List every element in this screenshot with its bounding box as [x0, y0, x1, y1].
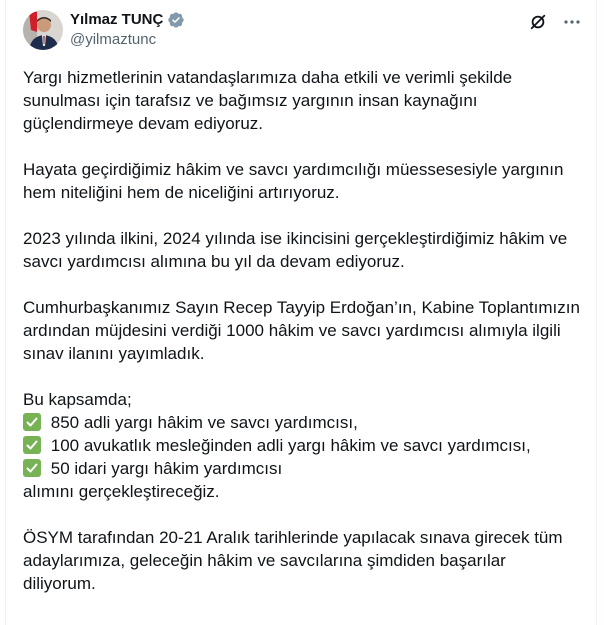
text-line: hem niteliğini hem de niceliğini artırıyoruz.	[23, 183, 340, 202]
text-line: diliyorum.	[23, 574, 96, 593]
tweet-paragraph	[23, 66, 589, 135]
author-info	[70, 11, 185, 50]
text-line: 2023 yılında ilkini, 2024 yılında ise ikincisini gerçekleştirdiğimiz hâkim ve	[23, 229, 568, 248]
checklist-item	[23, 457, 589, 480]
checklist-outro: alımını gerçekleştireceğiz.	[23, 482, 220, 501]
grok-icon[interactable]	[528, 12, 548, 32]
tweet-paragraph	[23, 526, 589, 595]
text-line: Hayata geçirdiğimiz hâkim ve savcı yardımcılığı müessesesiyle yargının	[23, 160, 564, 179]
checklist-item-text: 100 avukatlık mesleğinden adli yargı hâkim ve savcı yardımcısı,	[50, 436, 531, 455]
check-mark-icon	[23, 413, 41, 431]
check-mark-icon	[23, 436, 41, 454]
tweet-paragraph	[23, 227, 589, 273]
text-line: Cumhurbaşkanımız Sayın Recep Tayyip Erdoğan’ın, Kabine Toplantımızın	[23, 298, 580, 317]
checklist-item-text: 850 adli yargı hâkim ve savcı yardımcısı,	[50, 413, 358, 432]
text-line: ardından müjdesini verdiği 1000 hâkim ve savcı yardımcısı alımıyla ilgili	[23, 321, 561, 340]
avatar[interactable]	[23, 10, 63, 50]
text-line: sunulması için tarafsız ve bağımsız yargının insan kaynağını	[23, 91, 478, 110]
tweet-paragraph	[23, 296, 589, 365]
text-line: güçlendirmeye devam ediyoruz.	[23, 114, 264, 133]
tweet-checklist-paragraph	[23, 388, 589, 503]
checklist-item	[23, 434, 589, 457]
header-actions	[528, 12, 582, 32]
tweet-card	[5, 0, 597, 625]
tweet-text	[23, 66, 589, 618]
author-display-name[interactable]: Yılmaz TUNÇ	[70, 11, 164, 28]
text-line: savcı yardımcısı alımına bu yıl da devam ediyoruz.	[23, 252, 405, 271]
checklist-item-text: 50 idari yargı hâkim yardımcısı	[50, 459, 283, 478]
text-line: sınav ilanını yayımladık.	[23, 344, 205, 363]
author-handle[interactable]: @yilmaztunc	[70, 31, 157, 48]
text-line: Yargı hizmetlerinin vatandaşlarımıza daha etkili ve verimli şekilde	[23, 68, 513, 87]
tweet-header	[6, 0, 596, 60]
text-line: ÖSYM tarafından 20-21 Aralık tarihlerinde yapılacak sınava girecek tüm	[23, 528, 563, 547]
more-options-icon[interactable]	[562, 12, 582, 32]
author-name-row[interactable]	[70, 11, 185, 29]
checklist-intro: Bu kapsamda;	[23, 390, 132, 409]
avatar-photo-icon	[23, 10, 63, 50]
check-mark-icon	[23, 459, 41, 477]
text-line: adaylarımıza, geleceğin hâkim ve savcılarına şimdiden başarılar	[23, 551, 506, 570]
verified-badge-icon[interactable]	[167, 11, 185, 29]
tweet-paragraph	[23, 158, 589, 204]
checklist-item	[23, 411, 589, 434]
